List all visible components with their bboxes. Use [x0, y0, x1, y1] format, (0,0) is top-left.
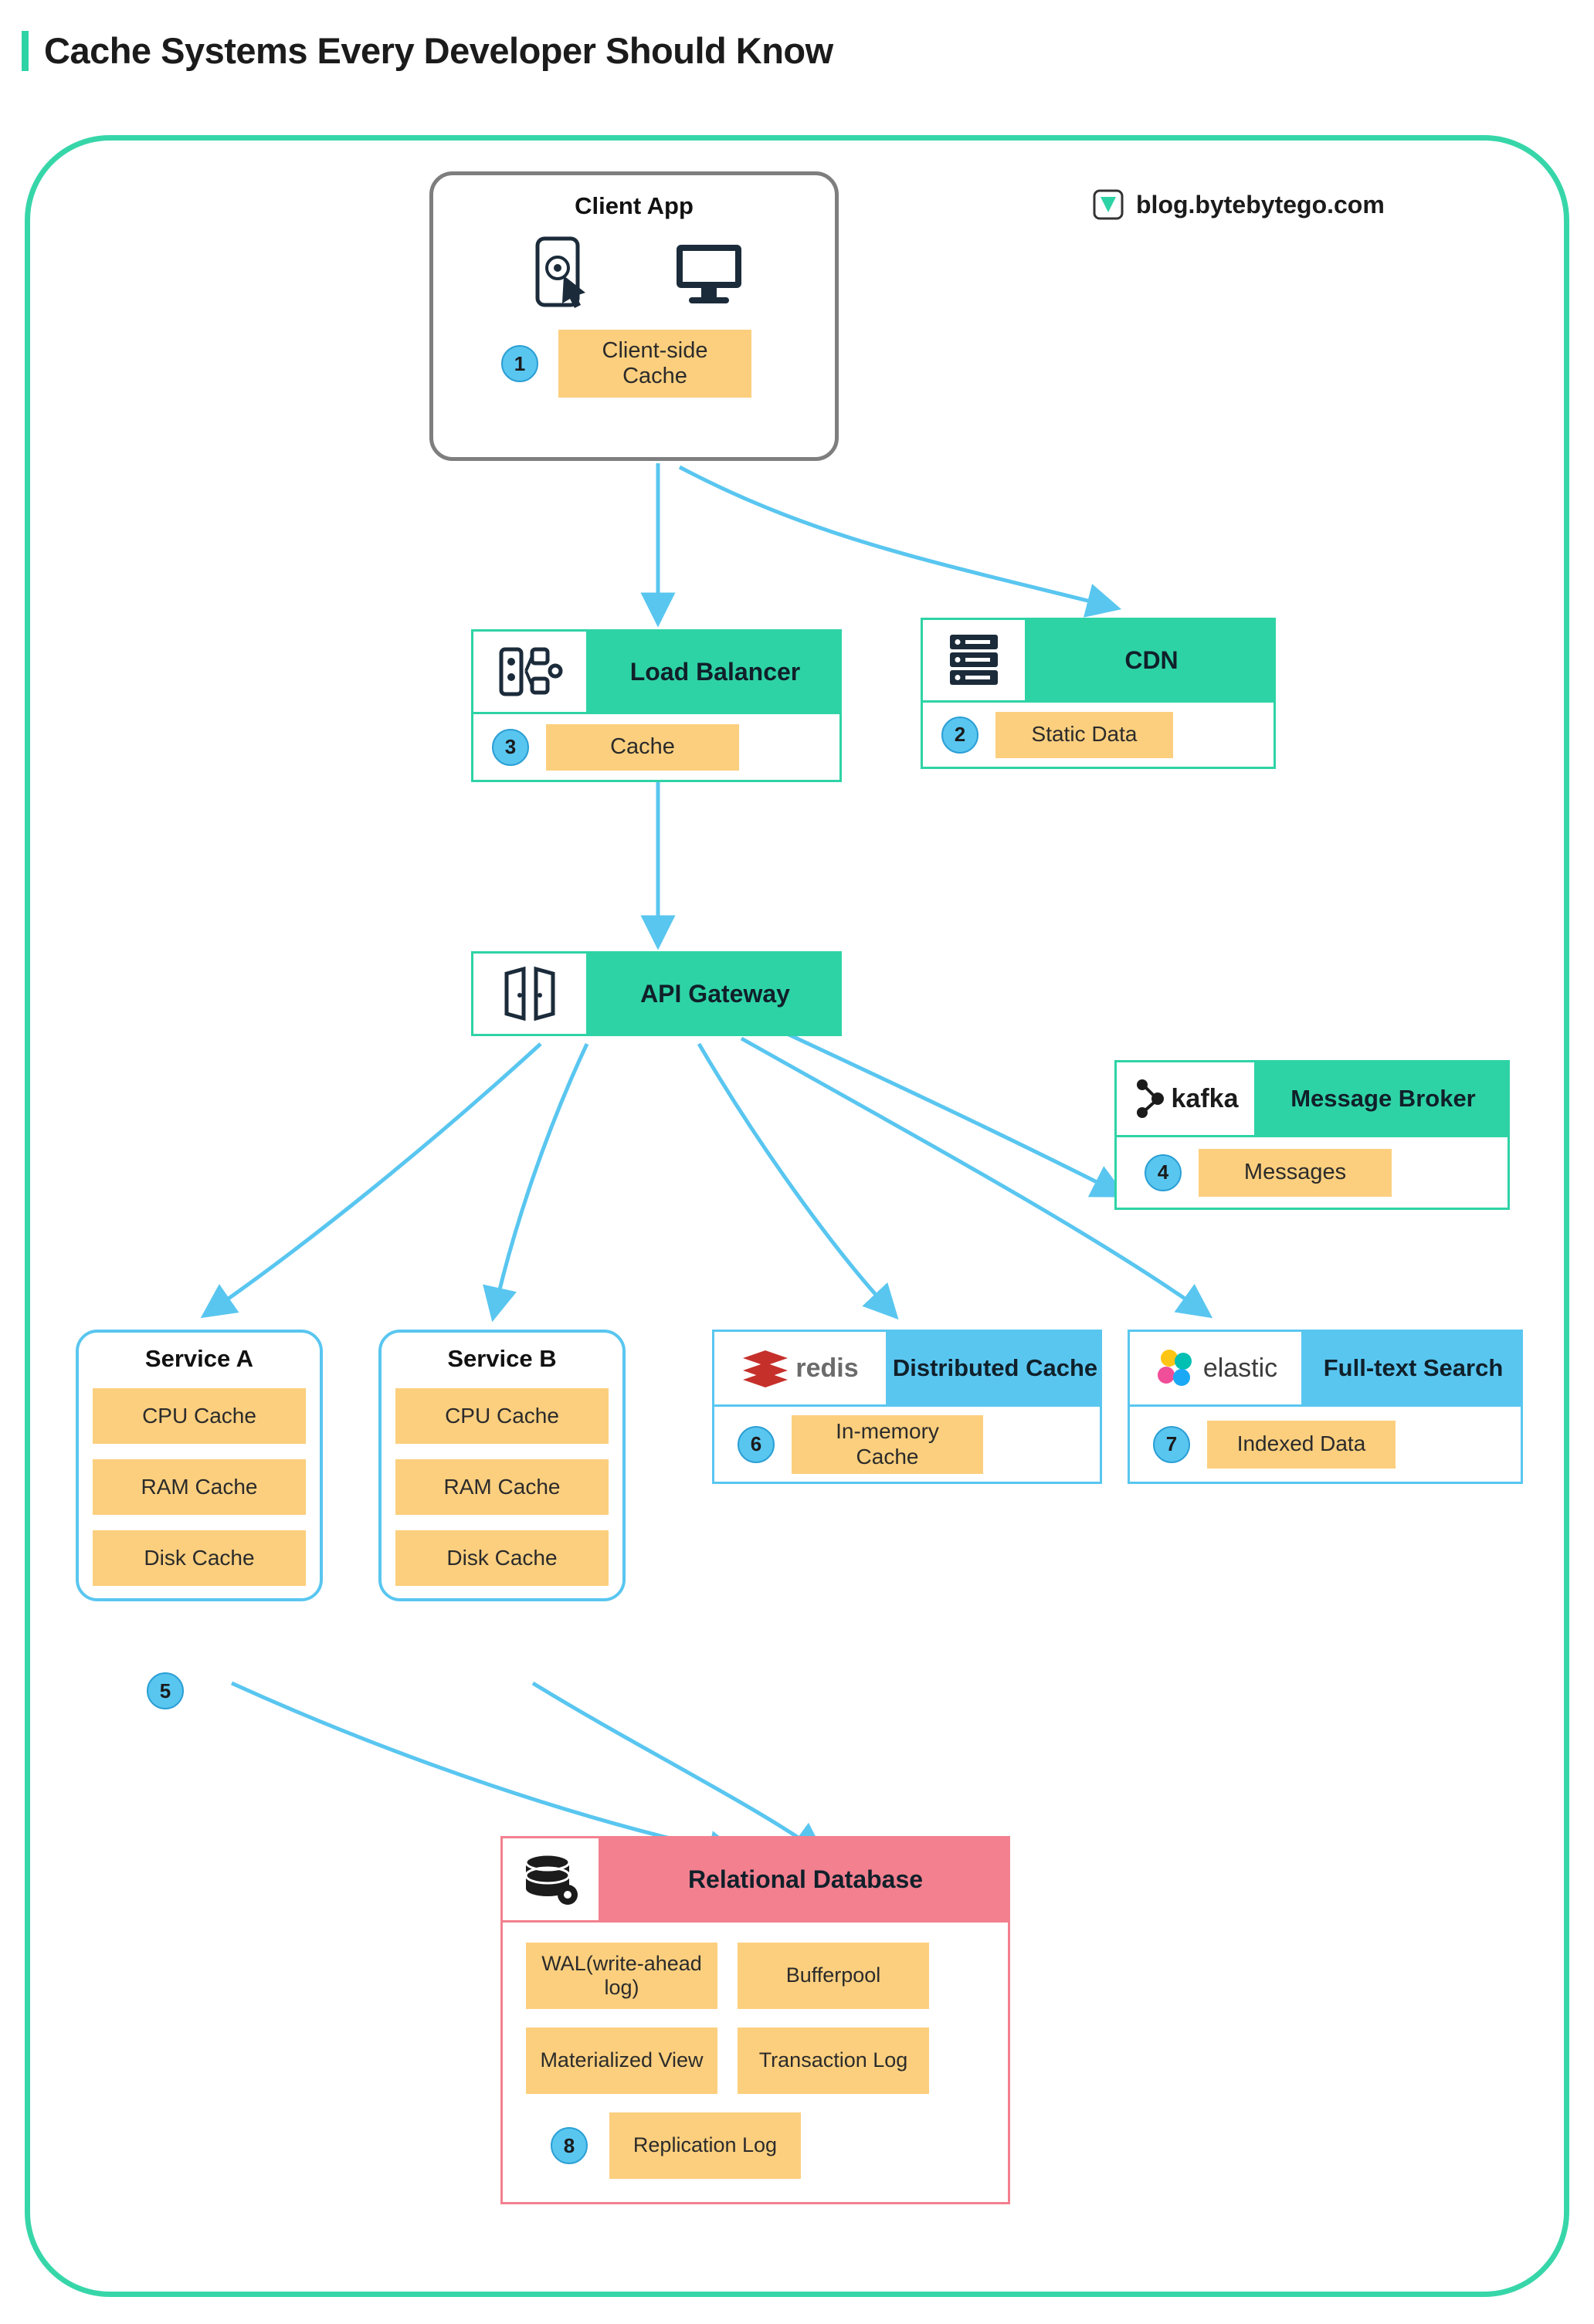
badge-6: 6 — [738, 1426, 775, 1463]
cdn-icon-cell — [921, 618, 1027, 703]
kafka-logo-icon — [1133, 1077, 1167, 1120]
kafka-logo-cell — [1114, 1060, 1257, 1137]
wal-pill: WAL(write-ahead log) — [526, 1943, 717, 2009]
client-app-node — [429, 171, 839, 461]
service-b-node — [378, 1330, 626, 1601]
api-gateway-icon-cell — [471, 951, 588, 1036]
redis-logo-icon — [741, 1347, 789, 1389]
load-balancer-node — [471, 629, 842, 782]
indexed-data-pill: Indexed Data — [1207, 1421, 1396, 1469]
relational-database-header — [500, 1836, 1010, 1923]
redis-logo-cell — [712, 1330, 888, 1407]
client-app-icons — [433, 232, 835, 313]
client-cache-row — [433, 330, 835, 398]
materialized-view-pill: Materialized View — [526, 2028, 717, 2094]
service-a-node — [76, 1330, 323, 1601]
load-balancer-icon — [497, 643, 563, 700]
desktop-monitor-icon — [669, 237, 749, 308]
api-gateway-header — [471, 951, 842, 1036]
distributed-cache-header — [712, 1330, 1102, 1407]
database-icon-cell — [500, 1836, 601, 1923]
load-balancer-icon-cell — [471, 629, 588, 714]
cdn-static-data-pill: Static Data — [995, 712, 1173, 758]
client-side-cache-pill: Client-side Cache — [558, 330, 751, 398]
message-broker-title: Message Broker — [1257, 1060, 1510, 1137]
cdn-title: CDN — [1027, 618, 1276, 703]
messages-pill: Messages — [1199, 1149, 1392, 1197]
relational-database-body — [500, 1923, 1010, 2204]
badge-3: 3 — [492, 729, 529, 766]
load-balancer-cache-pill: Cache — [546, 724, 739, 771]
fulltext-search-body — [1128, 1407, 1523, 1484]
service-b-title: Service B — [447, 1345, 557, 1372]
distributed-cache-body — [712, 1407, 1102, 1484]
in-memory-cache-pill: In-memory Cache — [792, 1415, 983, 1474]
cdn-header — [921, 618, 1276, 703]
service-b-disk-cache: Disk Cache — [395, 1530, 609, 1586]
rdb-row-1 — [526, 1943, 985, 2009]
badge-2: 2 — [941, 717, 978, 754]
badge-4: 4 — [1145, 1154, 1182, 1191]
load-balancer-body — [471, 714, 842, 782]
watermark-text: blog.bytebytego.com — [1136, 190, 1385, 219]
distributed-cache-node — [712, 1330, 1102, 1484]
load-balancer-header — [471, 629, 842, 714]
gateway-door-icon — [499, 964, 561, 1023]
service-a-disk-cache: Disk Cache — [93, 1530, 306, 1586]
message-broker-header — [1114, 1060, 1510, 1137]
badge-7: 7 — [1153, 1426, 1190, 1463]
bytebytego-logo-icon — [1093, 189, 1124, 220]
service-a-title: Service A — [144, 1345, 254, 1372]
page-title: Cache Systems Every Developer Should Know — [44, 30, 833, 71]
service-a-ram-cache: RAM Cache — [93, 1459, 306, 1515]
transaction-log-pill: Transaction Log — [738, 2028, 929, 2094]
fulltext-search-node — [1128, 1330, 1523, 1484]
badge-5: 5 — [147, 1672, 184, 1709]
fulltext-search-title: Full-text Search — [1304, 1330, 1523, 1407]
badge-8: 8 — [551, 2127, 588, 2164]
server-rack-icon — [944, 630, 1004, 690]
service-b-ram-cache: RAM Cache — [395, 1459, 609, 1515]
bufferpool-pill: Bufferpool — [738, 1943, 929, 2009]
kafka-logo-text: kafka — [1171, 1083, 1239, 1113]
title-bar — [22, 29, 833, 72]
rdb-row-3 — [526, 2112, 985, 2179]
message-broker-node — [1114, 1060, 1510, 1210]
client-app-title: Client App — [575, 192, 694, 219]
watermark — [1093, 189, 1385, 220]
distributed-cache-title: Distributed Cache — [888, 1330, 1102, 1407]
cdn-node — [921, 618, 1276, 769]
message-broker-body — [1114, 1137, 1510, 1210]
elastic-logo-icon — [1154, 1347, 1197, 1389]
badge-1: 1 — [501, 345, 538, 382]
mobile-touch-icon — [519, 232, 599, 313]
api-gateway-node — [471, 951, 842, 1036]
relational-database-node — [500, 1836, 1010, 2204]
elastic-logo-text: elastic — [1202, 1353, 1278, 1383]
service-b-cpu-cache: CPU Cache — [395, 1388, 609, 1444]
rdb-row-2 — [526, 2028, 985, 2094]
replication-log-pill: Replication Log — [609, 2112, 801, 2179]
relational-database-title: Relational Database — [601, 1836, 1010, 1923]
database-gear-icon — [520, 1850, 582, 1909]
elastic-logo-cell — [1128, 1330, 1304, 1407]
service-a-cpu-cache: CPU Cache — [93, 1388, 306, 1444]
api-gateway-title: API Gateway — [588, 951, 842, 1036]
load-balancer-title: Load Balancer — [588, 629, 842, 714]
cdn-body — [921, 703, 1276, 769]
title-accent-bar — [22, 31, 29, 71]
redis-logo-text: redis — [795, 1353, 859, 1383]
fulltext-search-header — [1128, 1330, 1523, 1407]
